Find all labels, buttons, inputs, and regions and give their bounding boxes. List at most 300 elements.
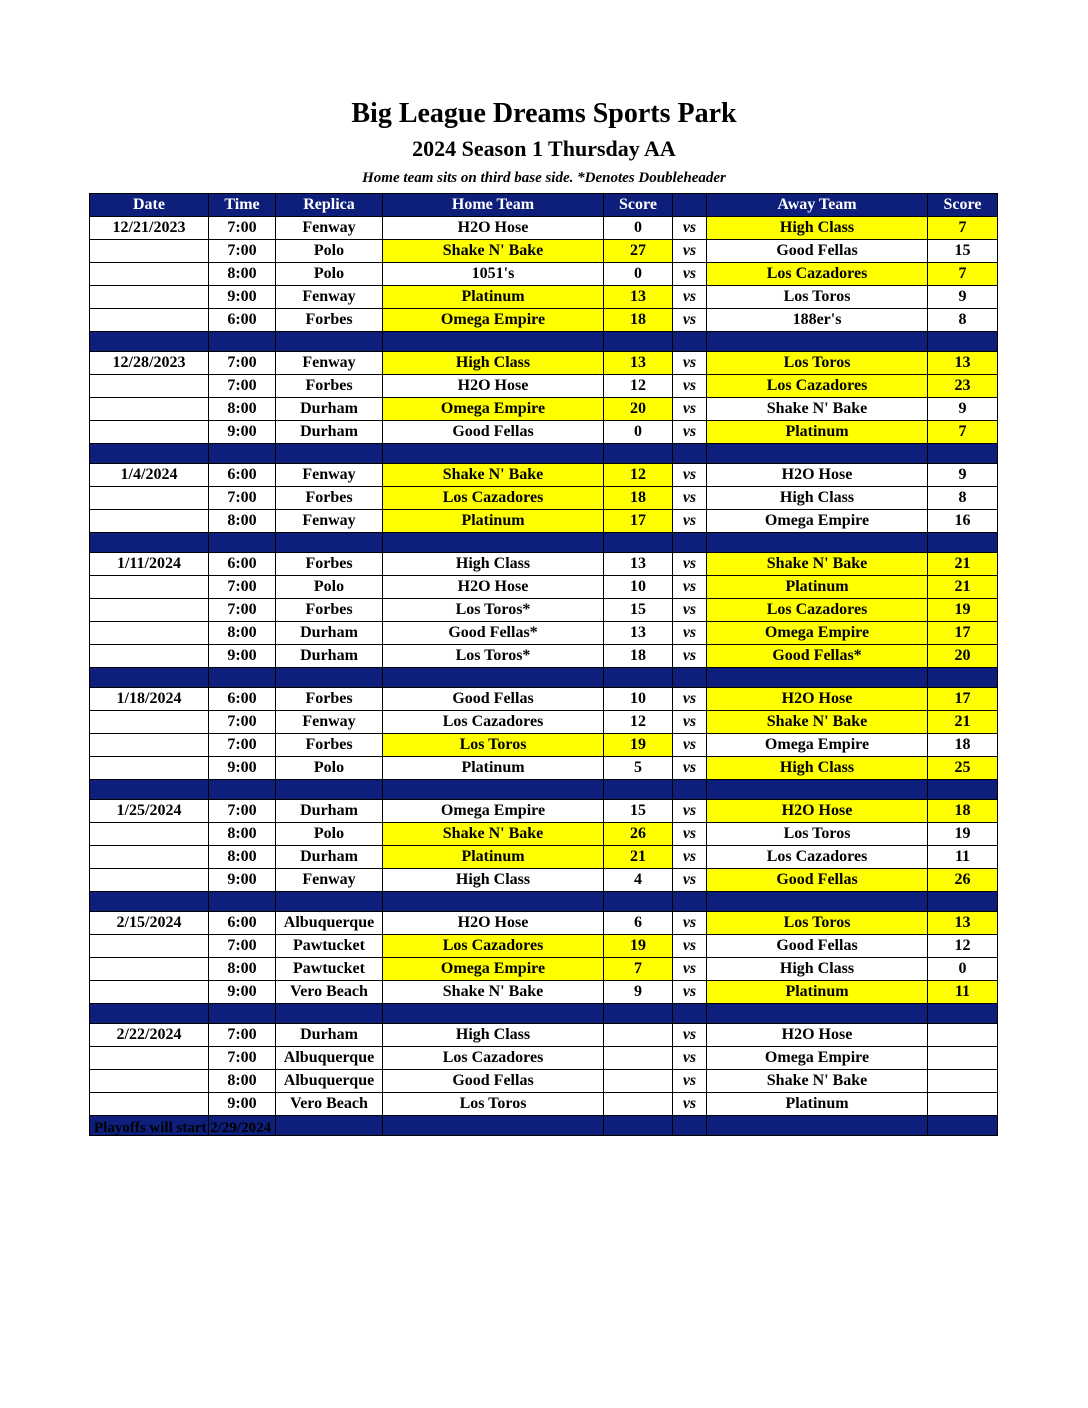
time-cell: 9:00 [209, 286, 276, 309]
away-team-cell: Los Toros [707, 823, 928, 846]
header-home-team: Home Team [383, 194, 604, 217]
away-score-cell: 25 [928, 757, 998, 780]
away-team-cell: Shake N' Bake [707, 1070, 928, 1093]
time-cell: 7:00 [209, 576, 276, 599]
time-cell: 7:00 [209, 935, 276, 958]
field-cell: Pawtucket [276, 935, 383, 958]
separator-cell [673, 332, 707, 352]
game-row [90, 645, 998, 668]
away-team-cell: Shake N' Bake [707, 553, 928, 576]
time-cell: 6:00 [209, 309, 276, 332]
home-score-cell: 26 [604, 823, 673, 846]
page-subtitle: 2024 Season 1 Thursday AA [412, 136, 676, 161]
away-score-cell: 17 [928, 622, 998, 645]
separator-cell [928, 533, 998, 553]
home-score-cell: 6 [604, 912, 673, 935]
home-team-cell: H2O Hose [383, 375, 604, 398]
field-cell: Fenway [276, 869, 383, 892]
separator-cell [383, 780, 604, 800]
home-team-cell: Omega Empire [383, 398, 604, 421]
separator-cell [707, 668, 928, 688]
away-team-cell: H2O Hose [707, 800, 928, 823]
home-team-cell: Good Fellas [383, 688, 604, 711]
time-cell: 8:00 [209, 263, 276, 286]
home-team-cell: High Class [383, 352, 604, 375]
separator-cell [604, 1004, 673, 1024]
game-row [90, 734, 998, 757]
home-score-cell [604, 1070, 673, 1093]
home-score-cell: 21 [604, 846, 673, 869]
time-cell: 7:00 [209, 217, 276, 240]
separator-cell [604, 892, 673, 912]
away-score-cell: 13 [928, 352, 998, 375]
time-cell: 9:00 [209, 757, 276, 780]
separator-cell [604, 1116, 673, 1136]
game-row [90, 912, 998, 935]
date-cell [90, 869, 209, 892]
time-cell: 9:00 [209, 645, 276, 668]
separator-cell [673, 444, 707, 464]
home-score-cell: 9 [604, 981, 673, 1004]
home-team-cell: High Class [383, 869, 604, 892]
time-cell: 6:00 [209, 553, 276, 576]
away-team-cell: H2O Hose [707, 688, 928, 711]
vs-cell: vs [673, 622, 707, 645]
away-team-cell: High Class [707, 757, 928, 780]
field-cell: Fenway [276, 352, 383, 375]
separator-cell [604, 444, 673, 464]
field-cell: Pawtucket [276, 958, 383, 981]
date-cell [90, 263, 209, 286]
field-cell: Durham [276, 846, 383, 869]
date-cell [90, 309, 209, 332]
home-score-cell: 13 [604, 622, 673, 645]
time-cell: 6:00 [209, 912, 276, 935]
home-team-cell: Omega Empire [383, 958, 604, 981]
separator-cell [383, 892, 604, 912]
home-score-cell: 15 [604, 800, 673, 823]
field-cell: Polo [276, 823, 383, 846]
week-separator [90, 780, 998, 800]
time-cell: 7:00 [209, 599, 276, 622]
separator-cell [276, 1116, 383, 1136]
separator-cell [383, 668, 604, 688]
game-row [90, 757, 998, 780]
away-team-cell: Los Toros [707, 912, 928, 935]
time-cell: 7:00 [209, 1024, 276, 1047]
separator-cell [604, 780, 673, 800]
away-score-cell: 23 [928, 375, 998, 398]
home-score-cell: 10 [604, 688, 673, 711]
date-cell [90, 958, 209, 981]
date-cell [90, 510, 209, 533]
away-score-cell: 26 [928, 869, 998, 892]
separator-cell [707, 1004, 928, 1024]
separator-cell [276, 533, 383, 553]
separator-cell [276, 668, 383, 688]
away-score-cell: 8 [928, 309, 998, 332]
game-row [90, 846, 998, 869]
game-row [90, 869, 998, 892]
header-vs [673, 194, 707, 217]
home-score-cell [604, 1093, 673, 1116]
separator-cell [90, 892, 209, 912]
time-cell: 9:00 [209, 981, 276, 1004]
home-team-cell: Los Toros* [383, 645, 604, 668]
time-cell: 7:00 [209, 487, 276, 510]
date-cell [90, 711, 209, 734]
time-cell: 6:00 [209, 464, 276, 487]
game-row [90, 464, 998, 487]
game-row [90, 510, 998, 533]
home-score-cell: 4 [604, 869, 673, 892]
home-score-cell: 0 [604, 217, 673, 240]
game-row [90, 553, 998, 576]
home-team-cell: High Class [383, 553, 604, 576]
home-team-cell: H2O Hose [383, 912, 604, 935]
away-team-cell: Good Fellas [707, 869, 928, 892]
vs-cell: vs [673, 958, 707, 981]
away-team-cell: H2O Hose [707, 1024, 928, 1047]
field-cell: Fenway [276, 464, 383, 487]
game-row [90, 263, 998, 286]
field-cell: Polo [276, 263, 383, 286]
home-score-cell: 15 [604, 599, 673, 622]
away-score-cell: 21 [928, 576, 998, 599]
header-home-score: Score [604, 194, 673, 217]
vs-cell: vs [673, 1024, 707, 1047]
vs-cell: vs [673, 823, 707, 846]
vs-cell: vs [673, 800, 707, 823]
header-date: Date [90, 194, 209, 217]
away-score-cell: 9 [928, 286, 998, 309]
separator-cell [276, 332, 383, 352]
home-score-cell: 12 [604, 375, 673, 398]
week-separator [90, 1004, 998, 1024]
away-team-cell: Shake N' Bake [707, 398, 928, 421]
away-score-cell: 0 [928, 958, 998, 981]
date-cell [90, 286, 209, 309]
home-team-cell: Shake N' Bake [383, 240, 604, 263]
home-score-cell: 20 [604, 398, 673, 421]
home-score-cell: 18 [604, 487, 673, 510]
away-score-cell: 7 [928, 217, 998, 240]
date-cell [90, 645, 209, 668]
time-cell: 7:00 [209, 240, 276, 263]
game-row [90, 352, 998, 375]
date-cell: 1/4/2024 [90, 464, 209, 487]
game-row [90, 599, 998, 622]
separator-cell [673, 1004, 707, 1024]
home-team-cell: High Class [383, 1024, 604, 1047]
away-team-cell: High Class [707, 217, 928, 240]
header-row [90, 194, 998, 217]
game-row [90, 1024, 998, 1047]
date-cell: 1/25/2024 [90, 800, 209, 823]
game-row [90, 1093, 998, 1116]
header-replica: Replica [276, 194, 383, 217]
date-cell [90, 1070, 209, 1093]
field-cell: Polo [276, 240, 383, 263]
separator-cell [209, 444, 276, 464]
vs-cell: vs [673, 711, 707, 734]
separator-cell [209, 332, 276, 352]
date-cell: 1/11/2024 [90, 553, 209, 576]
home-score-cell: 10 [604, 576, 673, 599]
away-score-cell: 15 [928, 240, 998, 263]
date-cell [90, 599, 209, 622]
separator-cell [928, 332, 998, 352]
separator-cell [604, 332, 673, 352]
time-cell: 8:00 [209, 823, 276, 846]
date-cell: 1/18/2024 [90, 688, 209, 711]
vs-cell: vs [673, 846, 707, 869]
vs-cell: vs [673, 935, 707, 958]
separator-cell [673, 668, 707, 688]
separator-cell [707, 332, 928, 352]
away-score-cell: 16 [928, 510, 998, 533]
away-team-cell: Los Cazadores [707, 263, 928, 286]
separator-cell [383, 332, 604, 352]
home-score-cell: 12 [604, 711, 673, 734]
away-team-cell: High Class [707, 487, 928, 510]
header-time: Time [209, 194, 276, 217]
home-team-cell: H2O Hose [383, 576, 604, 599]
home-team-cell: Los Cazadores [383, 711, 604, 734]
vs-cell: vs [673, 309, 707, 332]
away-team-cell: Platinum [707, 576, 928, 599]
date-cell [90, 1047, 209, 1070]
page-title: Big League Dreams Sports Park [351, 98, 737, 129]
home-team-cell: Platinum [383, 757, 604, 780]
separator-cell [209, 892, 276, 912]
separator-cell [604, 668, 673, 688]
home-score-cell: 18 [604, 645, 673, 668]
separator-cell [383, 533, 604, 553]
vs-cell: vs [673, 645, 707, 668]
separator-cell [276, 780, 383, 800]
field-cell: Durham [276, 1024, 383, 1047]
home-team-cell: Los Cazadores [383, 935, 604, 958]
field-cell: Forbes [276, 688, 383, 711]
away-team-cell: Los Cazadores [707, 599, 928, 622]
date-cell [90, 398, 209, 421]
home-team-cell: Los Toros* [383, 599, 604, 622]
away-score-cell: 18 [928, 734, 998, 757]
field-cell: Durham [276, 800, 383, 823]
home-score-cell: 0 [604, 263, 673, 286]
separator-cell [383, 1116, 604, 1136]
home-team-cell: Platinum [383, 846, 604, 869]
away-team-cell: Platinum [707, 981, 928, 1004]
separator-cell [604, 533, 673, 553]
vs-cell: vs [673, 912, 707, 935]
field-cell: Fenway [276, 217, 383, 240]
away-team-cell: Los Toros [707, 286, 928, 309]
time-cell: 8:00 [209, 846, 276, 869]
separator-cell [383, 444, 604, 464]
vs-cell: vs [673, 421, 707, 444]
vs-cell: vs [673, 734, 707, 757]
away-team-cell: Platinum [707, 1093, 928, 1116]
time-cell: 7:00 [209, 375, 276, 398]
separator-cell [707, 780, 928, 800]
separator-cell [276, 444, 383, 464]
game-row [90, 1047, 998, 1070]
home-team-cell: Los Toros [383, 734, 604, 757]
game-row [90, 981, 998, 1004]
away-team-cell: Omega Empire [707, 622, 928, 645]
vs-cell: vs [673, 553, 707, 576]
away-team-cell: Omega Empire [707, 510, 928, 533]
vs-cell: vs [673, 1047, 707, 1070]
vs-cell: vs [673, 217, 707, 240]
game-row [90, 935, 998, 958]
away-team-cell: Good Fellas* [707, 645, 928, 668]
home-team-cell: Platinum [383, 510, 604, 533]
field-cell: Albuquerque [276, 912, 383, 935]
home-team-cell: 1051's [383, 263, 604, 286]
away-team-cell: H2O Hose [707, 464, 928, 487]
date-cell [90, 935, 209, 958]
time-cell: 8:00 [209, 1070, 276, 1093]
field-cell: Durham [276, 398, 383, 421]
separator-cell [928, 668, 998, 688]
game-row [90, 800, 998, 823]
time-cell: 7:00 [209, 734, 276, 757]
home-team-cell: Los Cazadores [383, 1047, 604, 1070]
vs-cell: vs [673, 757, 707, 780]
field-cell: Forbes [276, 309, 383, 332]
separator-cell [209, 1004, 276, 1024]
away-score-cell: 19 [928, 599, 998, 622]
header-away-score: Score [928, 194, 998, 217]
vs-cell: vs [673, 375, 707, 398]
separator-cell [673, 892, 707, 912]
home-score-cell: 13 [604, 553, 673, 576]
game-row [90, 309, 998, 332]
away-score-cell: 13 [928, 912, 998, 935]
separator-cell [90, 668, 209, 688]
field-cell: Albuquerque [276, 1047, 383, 1070]
field-cell: Durham [276, 622, 383, 645]
time-cell: 9:00 [209, 1093, 276, 1116]
field-cell: Durham [276, 645, 383, 668]
separator-cell [928, 1004, 998, 1024]
home-team-cell: Omega Empire [383, 800, 604, 823]
away-score-cell: 11 [928, 981, 998, 1004]
date-cell: 12/28/2023 [90, 352, 209, 375]
time-cell: 9:00 [209, 869, 276, 892]
away-team-cell: Omega Empire [707, 1047, 928, 1070]
field-cell: Albuquerque [276, 1070, 383, 1093]
schedule-note: Home team sits on third base side. *Denotes Doubleheader [362, 170, 726, 186]
week-separator [90, 444, 998, 464]
separator-cell [90, 444, 209, 464]
game-row [90, 622, 998, 645]
time-cell: 7:00 [209, 352, 276, 375]
separator-cell [673, 780, 707, 800]
home-score-cell [604, 1024, 673, 1047]
vs-cell: vs [673, 599, 707, 622]
field-cell: Forbes [276, 487, 383, 510]
game-row [90, 286, 998, 309]
field-cell: Fenway [276, 711, 383, 734]
away-team-cell: Los Cazadores [707, 846, 928, 869]
date-cell [90, 1093, 209, 1116]
home-score-cell: 13 [604, 352, 673, 375]
separator-cell [707, 1116, 928, 1136]
date-cell [90, 734, 209, 757]
game-row [90, 398, 998, 421]
home-score-cell: 13 [604, 286, 673, 309]
date-cell [90, 981, 209, 1004]
time-cell: 8:00 [209, 398, 276, 421]
date-cell [90, 622, 209, 645]
game-row [90, 421, 998, 444]
away-score-cell [928, 1070, 998, 1093]
vs-cell: vs [673, 510, 707, 533]
field-cell: Polo [276, 757, 383, 780]
away-score-cell: 21 [928, 711, 998, 734]
time-cell: 8:00 [209, 958, 276, 981]
vs-cell: vs [673, 688, 707, 711]
game-row [90, 958, 998, 981]
field-cell: Forbes [276, 599, 383, 622]
time-cell: 6:00 [209, 688, 276, 711]
separator-cell [276, 1004, 383, 1024]
separator-cell [673, 533, 707, 553]
separator-cell [673, 1116, 707, 1136]
time-cell: 7:00 [209, 1047, 276, 1070]
home-team-cell: Platinum [383, 286, 604, 309]
away-score-cell: 8 [928, 487, 998, 510]
home-team-cell: Shake N' Bake [383, 464, 604, 487]
home-score-cell: 5 [604, 757, 673, 780]
field-cell: Fenway [276, 510, 383, 533]
date-cell [90, 240, 209, 263]
home-score-cell: 12 [604, 464, 673, 487]
separator-cell [209, 668, 276, 688]
away-score-cell [928, 1047, 998, 1070]
home-score-cell: 19 [604, 734, 673, 757]
separator-cell [276, 892, 383, 912]
away-team-cell: Platinum [707, 421, 928, 444]
field-cell: Vero Beach [276, 1093, 383, 1116]
week-separator [90, 533, 998, 553]
game-row [90, 823, 998, 846]
away-team-cell: Los Toros [707, 352, 928, 375]
away-score-cell: 7 [928, 263, 998, 286]
week-separator [90, 668, 998, 688]
game-row [90, 688, 998, 711]
home-team-cell: H2O Hose [383, 217, 604, 240]
playoffs-note: Playoffs will start 2/29/2024 [94, 1120, 272, 1136]
vs-cell: vs [673, 398, 707, 421]
away-score-cell [928, 1093, 998, 1116]
game-row [90, 1070, 998, 1093]
away-team-cell: Good Fellas [707, 240, 928, 263]
away-score-cell: 9 [928, 464, 998, 487]
home-score-cell: 17 [604, 510, 673, 533]
vs-cell: vs [673, 352, 707, 375]
separator-cell [90, 332, 209, 352]
vs-cell: vs [673, 487, 707, 510]
home-score-cell: 19 [604, 935, 673, 958]
game-row [90, 576, 998, 599]
separator-cell [928, 1116, 998, 1136]
vs-cell: vs [673, 263, 707, 286]
